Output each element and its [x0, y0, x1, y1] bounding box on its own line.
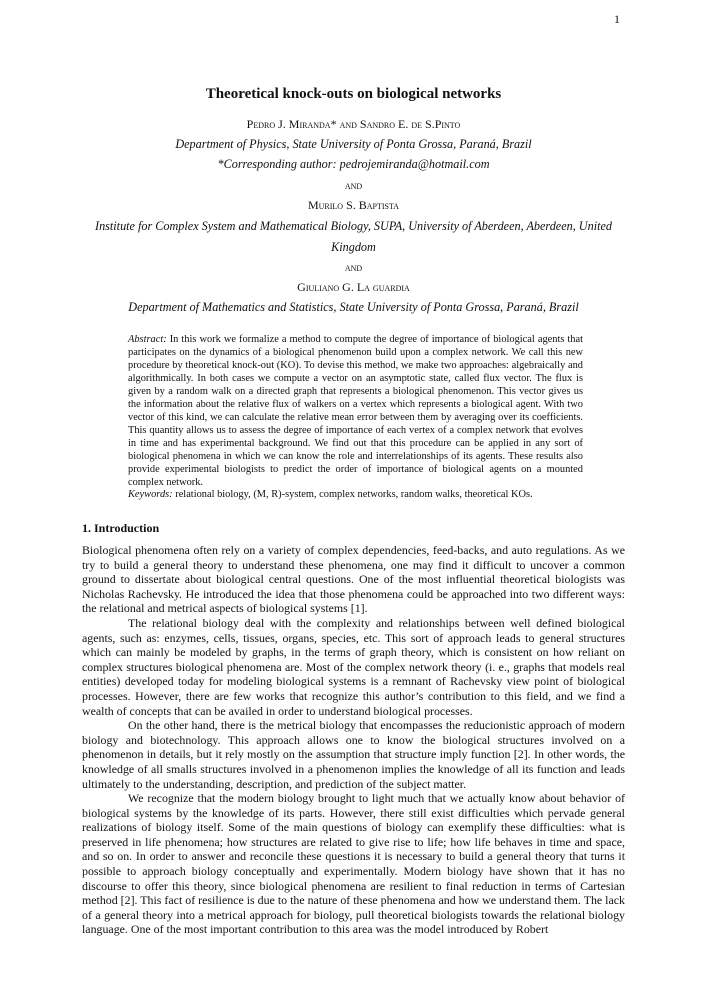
paragraph-1: Biological phenomena often rely on a variety of complex dependencies, feed-backs, and auto regulations. As we try to build a general theory to understand these phenomena, one may find it difficult to uncover a common ground to dissertate about biological central questions. One of the most influential theoretical biologists was Nicholas Rachevsky. He introduced the idea that those phenomena could be approached into two different ways: the relational and metrical aspects of biological systems [1].	[82, 543, 625, 616]
author-line-2: Murilo S. Baptista	[307, 198, 400, 212]
and-separator-2: and	[344, 262, 363, 274]
abstract-text: In this work we formalize a method to compute the degree of importance of biological agents that participates on the dynamics of a biological phenomenon build upon a complex network. We call this new procedure by theoretical knock-out (KO). To devise this method, we make two approaches: algebraically and algorithmically. In both cases we compute a vector on an asymptotic state, called flux vector. The flux is given by a random walk on a directed graph that represents a biological phenomenon. This vector gives us the information about the relative flux of walkers on a vertex which represents a biological agent. With two vector of this kind, we can calculate the relative mean error between them by averaging over its coefficients. This quantity allows us to assess the degree of importance of each vertex of a complex network that evolves in time and has experimental background. We find out that this procedure can be applied in any sort of biological phenomena in which we can know the role and interrelationships of its agents. These results also provide experimental biologists to predict the order of importance of biological agents on a mounted complex network.	[128, 334, 583, 488]
paragraph-4: We recognize that the modern biology brought to light much that we actually know about behavior of biological systems by the knowledge of its parts. However, there still exist difficulties which pervade general realizations of biology itself. Some of the main questions of biology can exemplify these difficulties: what is preserved in life phenomena; how structures are related to give rise to life; how life behaves in time and space, and so on. In order to answer and reconcile these questions it is necessary to build a general theory that turns it possible to approach biology conceptually and experimentally. Modern biology have shown that it has no discourse to offer this theory, since biological phenomena are resilient to final reduction in terms of Cartesian method [2]. This fact of resilience is due to the nature of these phenomena and how we understand them. The lack of a general theory into a metrical approach for biology, pull theoretical biologists towards the relational biology language. One of the most important contribution to this area was the model introduced by Robert	[82, 791, 625, 937]
abstract	[128, 333, 583, 489]
author-line-1: Pedro J. Miranda* and Sandro E. de S.Pinto	[246, 117, 461, 131]
author-line-3: Giuliano G. La guardia	[297, 280, 410, 294]
paragraph-2: The relational biology deal with the complexity and relationships between well defined biological agents, such as: enzymes, cells, tissues, organs, species, etc. This sort of approach leads to general structures which can mainly be modeled by graphs, in the terms of graph theory, which is consistent on how reliant on complex structures biological phenomena are. Most of the complex network theory (i. e., graphs that models real entities) developed today for modeling biological systems is a remnant of Rachevsky view point of biological processes. However, there are few works that recognize this author’s contribution to this field, and we find a wealth of concepts that can be availed in order to understand biological processes.	[82, 615, 625, 718]
section-heading-introduction: 1. Introduction	[82, 521, 160, 535]
introduction-body	[82, 543, 625, 937]
keywords-label: Keywords:	[128, 489, 173, 500]
and-separator-1: and	[344, 180, 363, 192]
affiliation-2-line-2: Kingdom	[331, 240, 376, 254]
affiliation-1: Department of Physics, State University of Ponta Grossa, Paraná, Brazil	[175, 137, 532, 151]
paragraph-3: On the other hand, there is the metrical biology that encompasses the reducionistic approach of modern biology and biotechnology. This approach allows one to know the biological structures involved on a phenomenon in details, but it rely mostly on the assumption that structure imply function [2]. In other words, the knowledge of all smalls structures involved in a phenomenon implies the knowledge of all its function and leads ultimately to the understanding, description, and prediction of the subject matter.	[82, 718, 625, 791]
keywords-text: relational biology, (M, R)-system, complex networks, random walks, theoretical KOs.	[172, 489, 533, 500]
page-number: 1	[614, 12, 620, 26]
abstract-label: Abstract:	[128, 334, 167, 345]
affiliation-3: Department of Mathematics and Statistics, State University of Ponta Grossa, Paraná, Brazil	[128, 300, 579, 314]
corresponding-author-note: *Corresponding author: pedrojemiranda@hotmail.com	[217, 157, 490, 171]
affiliation-2-line-1: Institute for Complex System and Mathematical Biology, SUPA, University of Aberdeen, Aberdeen, United	[95, 219, 612, 233]
keywords	[128, 489, 583, 500]
paper-title: Theoretical knock-outs on biological networks	[205, 86, 502, 102]
